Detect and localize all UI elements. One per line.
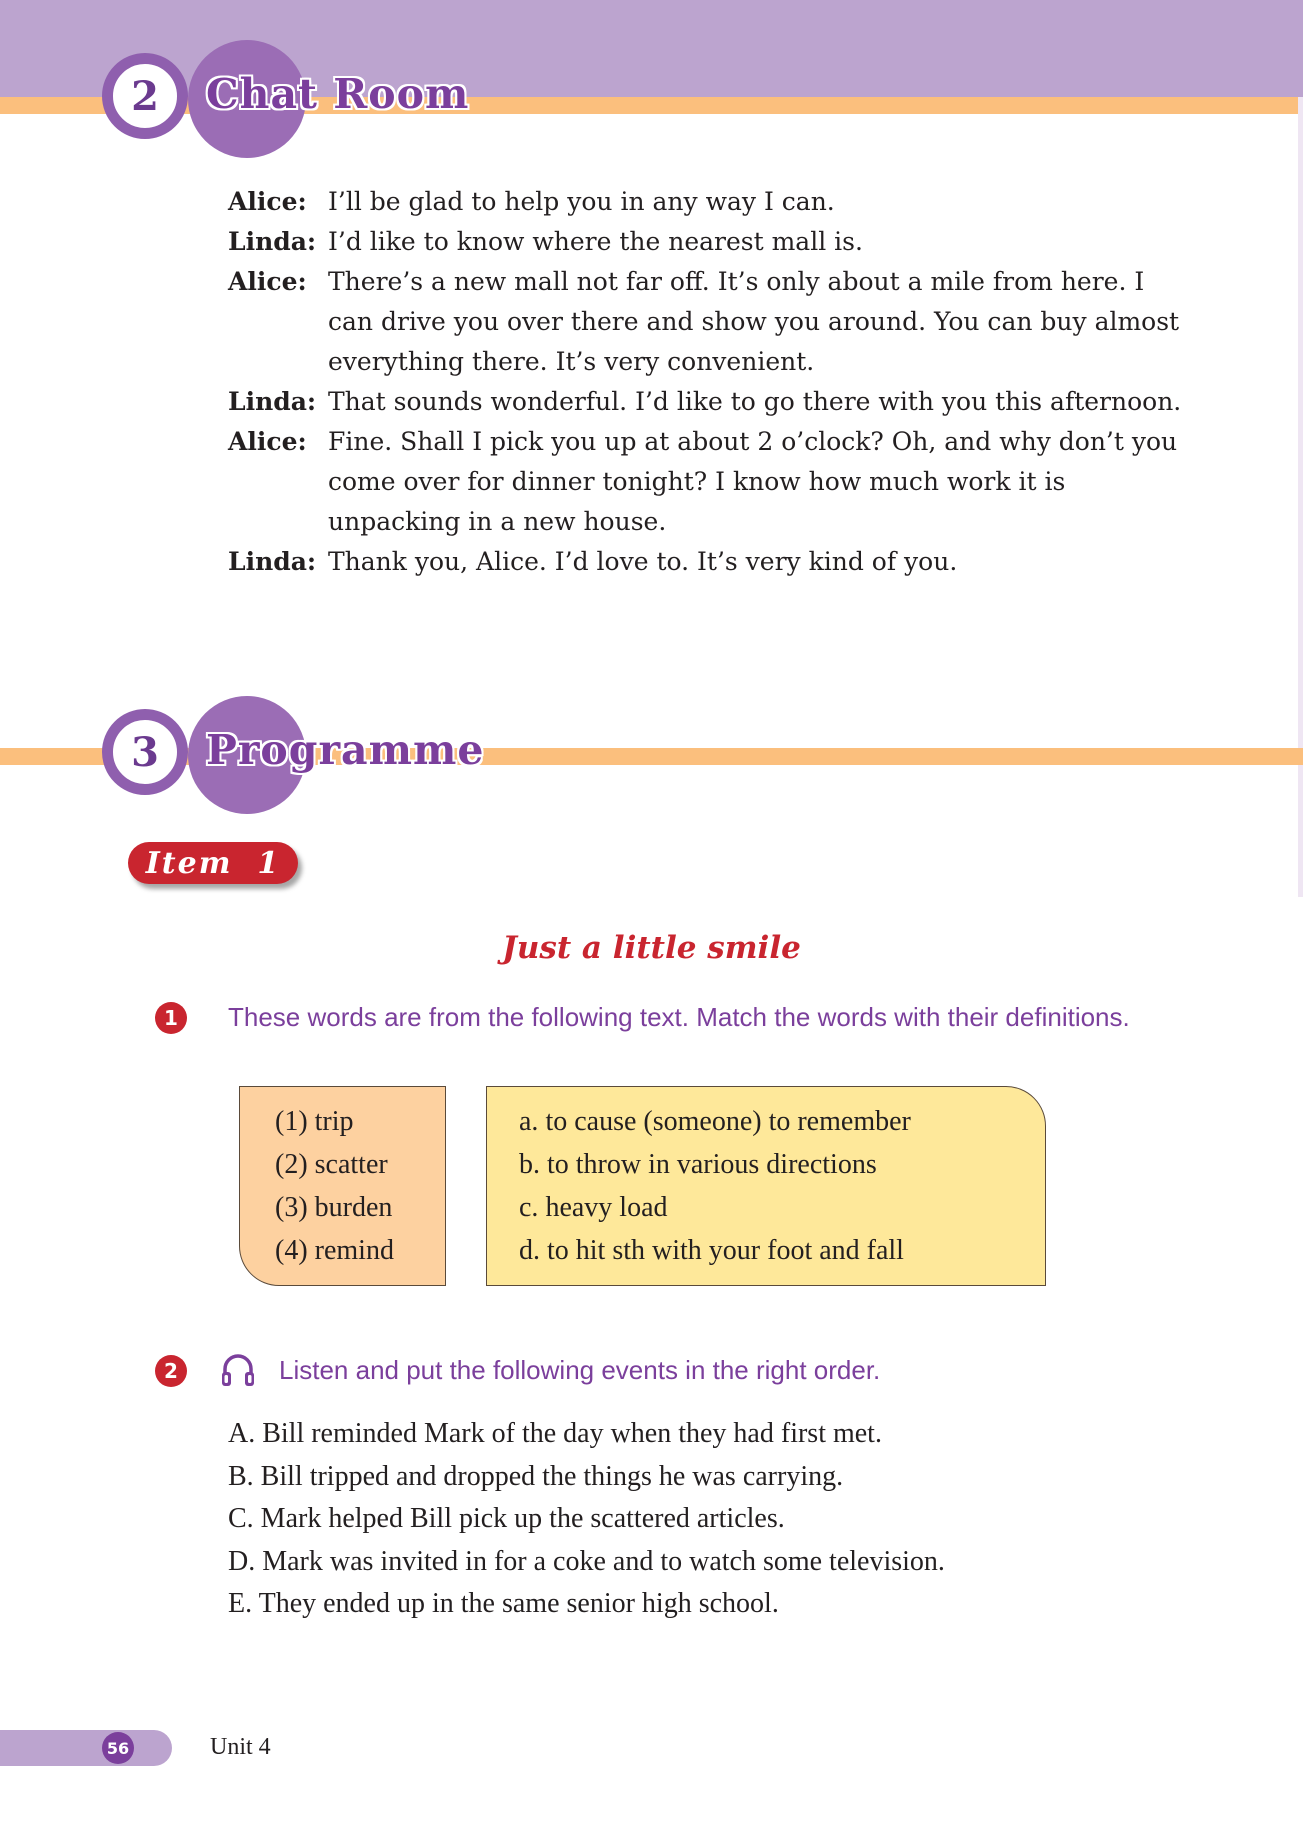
speaker-name: Alice: bbox=[228, 427, 307, 456]
speech-text: Thank you, Alice. I’d love to. It’s very kind of you. bbox=[328, 547, 958, 576]
speaker-name: Linda: bbox=[228, 547, 317, 576]
chat-dialogue bbox=[228, 182, 1188, 582]
page-number-badge bbox=[102, 1732, 134, 1764]
speech-text: There’s a new mall not far off. It’s only about a mile from here. I can drive you over there and show you around. You can buy almost everything there. It’s very convenient. bbox=[328, 267, 1180, 376]
definition-letter: d. bbox=[519, 1235, 540, 1266]
section-number: 3 bbox=[131, 728, 159, 776]
definition-item bbox=[519, 1229, 1045, 1272]
section-number-badge bbox=[102, 53, 188, 139]
word-item: (4) remind bbox=[275, 1235, 394, 1266]
event-item: C. Mark helped Bill pick up the scattered articles. bbox=[228, 1503, 785, 1534]
words-box bbox=[239, 1086, 446, 1286]
event-item: E. They ended up in the same senior high school. bbox=[228, 1588, 779, 1619]
word-item: (2) scatter bbox=[275, 1149, 388, 1180]
definition-item bbox=[519, 1186, 1045, 1229]
dialogue-line bbox=[228, 382, 1188, 422]
dialogue-line bbox=[228, 542, 1188, 582]
exercise-instruction: These words are from the following text. Match the words with their definitions. bbox=[228, 1002, 1130, 1032]
section-title-programme: Programme bbox=[206, 726, 485, 774]
section-title-chat-room: Chat Room bbox=[206, 70, 470, 118]
speaker-name: Alice: bbox=[228, 187, 307, 216]
speech-text: Fine. Shall I pick you up at about 2 o’clock? Oh, and why don’t you come over for dinner tonight? I know how much work it is unpacking in a new house. bbox=[328, 427, 1178, 536]
speech-text: I’d like to know where the nearest mall is. bbox=[328, 227, 863, 256]
event-item: B. Bill tripped and dropped the things he was carrying. bbox=[228, 1460, 844, 1492]
exercise-instruction: Listen and put the following events in the right order. bbox=[279, 1355, 881, 1385]
speaker-name: Linda: bbox=[228, 227, 317, 256]
item-badge-label: Item 1 bbox=[145, 845, 281, 881]
exercise-number: 1 bbox=[164, 1006, 178, 1030]
definition-text: to hit sth with your foot and fall bbox=[547, 1235, 904, 1266]
event-item: A. Bill reminded Mark of the day when they had first met. bbox=[228, 1418, 882, 1449]
exercise-number-badge bbox=[155, 1002, 187, 1034]
speech-text: I’ll be glad to help you in any way I can. bbox=[328, 187, 835, 216]
definition-text: heavy load bbox=[545, 1192, 668, 1223]
page-edge bbox=[1298, 97, 1303, 897]
definition-text: to throw in various directions bbox=[547, 1149, 877, 1180]
definition-item bbox=[519, 1143, 1045, 1186]
item-badge bbox=[128, 842, 298, 884]
events-list bbox=[228, 1413, 945, 1626]
dialogue-line bbox=[228, 182, 1188, 222]
dialogue-line bbox=[228, 422, 1188, 542]
word-item: (1) trip bbox=[275, 1106, 354, 1137]
page-number: 56 bbox=[106, 1738, 130, 1758]
unit-label: Unit 4 bbox=[210, 1734, 271, 1760]
exercise-number: 2 bbox=[164, 1359, 178, 1383]
story-title: Just a little smile bbox=[502, 930, 801, 966]
headphones-icon bbox=[220, 1352, 256, 1390]
event-item: D. Mark was invited in for a coke and to watch some television. bbox=[228, 1545, 945, 1577]
footer-bar bbox=[0, 1730, 172, 1766]
definition-text: to cause (someone) to remember bbox=[545, 1106, 911, 1137]
word-item: (3) burden bbox=[275, 1192, 393, 1223]
definition-item bbox=[519, 1100, 1045, 1143]
exercise-number-badge bbox=[155, 1355, 187, 1387]
section-number: 2 bbox=[131, 72, 159, 120]
speaker-name: Linda: bbox=[228, 387, 317, 416]
dialogue-line bbox=[228, 262, 1188, 382]
section-number-badge bbox=[102, 709, 188, 795]
definition-letter: a. bbox=[519, 1106, 539, 1137]
definitions-box bbox=[486, 1086, 1046, 1286]
speech-text: That sounds wonderful. I’d like to go there with you this afternoon. bbox=[328, 387, 1182, 416]
definition-letter: c. bbox=[519, 1192, 539, 1223]
dialogue-line bbox=[228, 222, 1188, 262]
definition-letter: b. bbox=[519, 1149, 540, 1180]
speaker-name: Alice: bbox=[228, 267, 307, 296]
